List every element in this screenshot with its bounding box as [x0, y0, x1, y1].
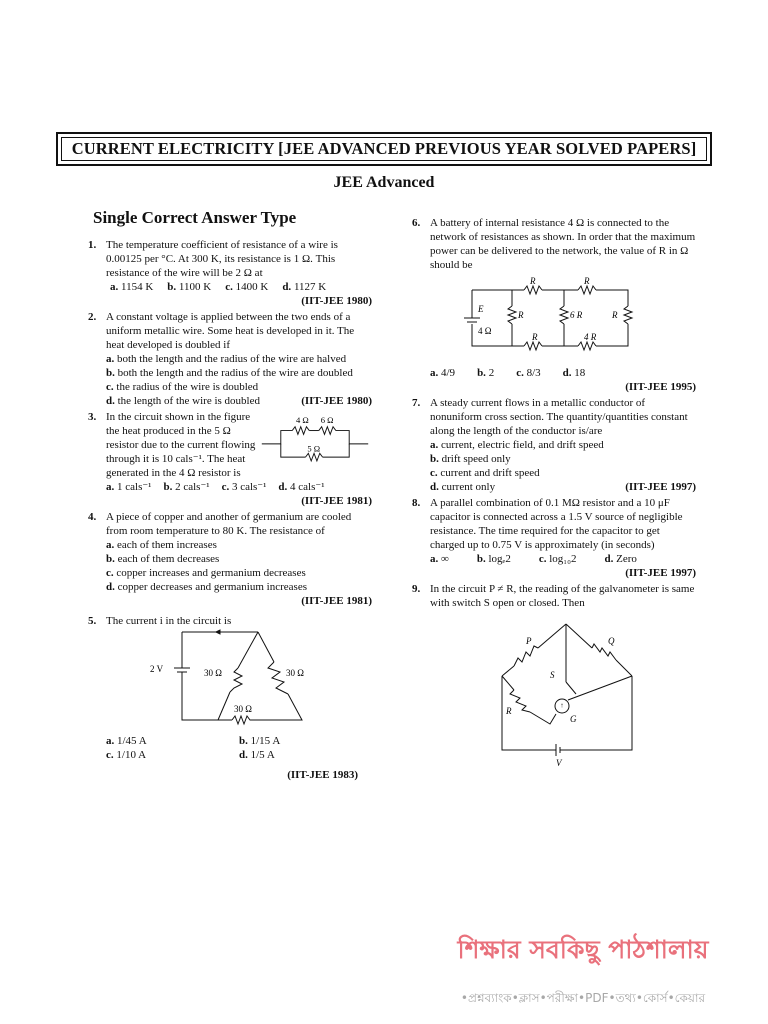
label-5-ohm: 5 Ω	[307, 443, 321, 454]
label-P: P	[526, 636, 532, 646]
label-Q: Q	[608, 636, 615, 646]
resistor-top-left-symbol	[524, 286, 542, 294]
section-title: Single Correct Answer Type	[93, 208, 297, 227]
option-a: a. 4/9	[430, 367, 456, 379]
option-d: d. 1/5 A	[239, 749, 275, 761]
source-tag: (IIT-JEE 1981)	[301, 595, 372, 607]
option-b: b. 2	[477, 367, 495, 379]
option-a: a. each of them increases	[106, 539, 217, 551]
question-3: 3. In the circuit shown in the figure the heat produced in the 5 Ω resistor due to the current flowing through it is 10 cals⁻¹. The heat generated in the 4 Ω resistor is 4 Ω 6 Ω 5 Ω a. 1 cals⁻¹ b. 2 cals⁻¹ c. 3 cals⁻¹ d. 4 cals⁻¹ (IIT-JEE 1981)	[88, 411, 372, 507]
option-a: a. 1154 K	[110, 281, 154, 293]
source-tag: (IIT-JEE 1997)	[625, 481, 696, 493]
question-text: The temperature coefficient of resistance of a wire is 0.00125 per °C. At 300 K, its resistance is 1 Ω. This resistance of the wire will be 2 Ω at	[106, 239, 338, 279]
label-R-top-right: R	[584, 276, 590, 286]
question-8: 8. A parallel combination of 0.1 MΩ resistor and a 10 μF capacitor is connected across a 1.5 V source of negligible resistance. The time required for the capacitor to get charged up to 0.75 V is approximately (in seconds) a. ∞ b. logₑ2 c. log₁₀2 d. Zero (IIT-JEE 1997)	[412, 497, 696, 579]
label-30-ohm-right: 30 Ω	[286, 668, 304, 678]
watermark-bengali: শিক্ষার সবকিছু পাঠশালায়	[457, 935, 709, 964]
resistor-5-ohm-symbol	[306, 453, 323, 461]
right-column	[412, 216, 696, 770]
label-R-top-left: R	[530, 276, 536, 286]
option-c: c. the radius of the wire is doubled	[106, 381, 259, 393]
question-5: 5. The current i in the circuit is 2 V 30 Ω 30 Ω 30 Ω a. 1/45 A b. 1/15 A c. 1/10 A d. 1/5 A (IIT-JEE 1983)	[88, 614, 372, 782]
option-b: b. drift speed only	[430, 453, 511, 465]
source-tag: (IIT-JEE 1995)	[625, 381, 696, 393]
option-d: d. copper decreases and germanium increases	[106, 581, 307, 593]
question-2: 2. A constant voltage is applied between the two ends of a uniform metallic wire. Some heat is developed in it. The heat developed is doubled if a. both the length and the radius of the wire are halved b. both the length and the radius of the wire are doubled c. the radius of the wire is doubled d. the length of the wire is doubled (IIT-JEE 1980)	[88, 311, 372, 407]
label-R-right: R	[612, 310, 618, 320]
option-b: b. 1/15 A	[239, 735, 281, 747]
resistor-6-ohm-symbol	[319, 427, 336, 435]
question-7: 7. A steady current flows in a metallic conductor of nonuniform cross section. The quantity/quantities constant along the length of the conductor is/are a. current, electric field, and drift speed b. drift speed only c. current and drift speed d. current only (IIT-JEE 1997)	[412, 397, 696, 493]
option-b: b. 2 cals⁻¹	[163, 481, 210, 493]
source-tag: (IIT-JEE 1981)	[301, 495, 372, 507]
resistor-left-symbol	[230, 668, 242, 692]
option-b: b. logₑ2	[476, 553, 511, 565]
battery-label: 2 V	[150, 664, 164, 674]
option-c: c. 8/3	[516, 367, 541, 379]
option-d: d. 18	[562, 367, 586, 379]
option-d: d. 4 cals⁻¹	[278, 481, 325, 493]
label-V: V	[556, 758, 562, 768]
resistor-bottom-R-symbol	[524, 342, 542, 350]
option-c: c. current and drift speed	[430, 467, 540, 479]
option-a: a. ∞	[430, 553, 449, 565]
option-c: c. copper increases and germanium decreases	[106, 567, 306, 579]
circuit-figure-q3	[258, 410, 372, 472]
label-R-bottom: R	[532, 332, 538, 342]
question-9: 9. In the circuit P ≠ R, the reading of the galvanometer is same with switch S open or closed. Then ↑ P Q R S G V	[412, 583, 695, 768]
source-tag: (IIT-JEE 1983)	[287, 769, 358, 781]
label-R-mid: R	[518, 310, 524, 320]
resistor-P-symbol	[514, 646, 538, 666]
exam-subtitle: JEE Advanced	[333, 174, 435, 191]
question-text: A piece of copper and another of germanium are cooled from room temperature to 80 K. The resistance of	[106, 511, 352, 537]
chapter-title: CURRENT ELECTRICITY [JEE ADVANCED PREVIOUS YEAR SOLVED PAPERS]	[71, 139, 697, 158]
circuit-figure-q6	[460, 276, 640, 362]
resistor-R-symbol	[510, 690, 530, 712]
label-4R: 4 R	[584, 332, 597, 342]
label-6R: 6 R	[570, 310, 583, 320]
resistor-bottom-symbol	[232, 716, 270, 724]
option-c: c. 1400 K	[225, 281, 269, 293]
question-text: A battery of internal resistance 4 Ω is connected to the network of resistances as shown. In order that the maximum power can be delivered to the network, the value of R in Ω should be	[430, 217, 696, 271]
label-4-ohm: 4 Ω	[296, 414, 309, 425]
option-a: a. both the length and the radius of the wire are halved	[106, 353, 347, 365]
option-a: a. 1/45 A	[106, 735, 147, 747]
options	[430, 552, 696, 566]
circuit-figure-q5	[146, 628, 326, 728]
switch-S-symbol	[566, 682, 576, 694]
option-b: b. both the length and the radius of the wire are doubled	[106, 367, 353, 379]
question-text: In the circuit P ≠ R, the reading of the galvanometer is same with switch S open or closed. Then	[430, 583, 695, 609]
option-c: c. log₁₀2	[538, 553, 577, 565]
options	[110, 280, 372, 294]
galvanometer-icon-label: ↑	[560, 701, 564, 710]
question-4: 4. A piece of copper and another of germanium are cooled from room temperature to 80 K. The resistance of a. each of them increases b. each of them decreases c. copper increases and germanium decreases d. copper decreases and germanium increases (IIT-JEE 1981)	[88, 511, 372, 607]
resistor-6R-symbol	[560, 306, 568, 324]
option-a: a. 1 cals⁻¹	[106, 481, 152, 493]
question-text: In the circuit shown in the figure the heat produced in the 5 Ω resistor due to the current flowing through it is 10 cals⁻¹. The heat generated in the 4 Ω resistor is	[106, 411, 256, 479]
label-30-ohm-bottom: 30 Ω	[234, 704, 252, 714]
question-1: 1. The temperature coefficient of resistance of a wire is 0.00125 per °C. At 300 K, its resistance is 1 Ω. This resistance of the wire will be 2 Ω at a. 1154 K b. 1100 K c. 1400 K d. 1127 K (IIT-JEE 1980)	[88, 239, 372, 307]
label-G: G	[570, 714, 577, 724]
options	[106, 734, 372, 762]
option-b: b. each of them decreases	[106, 553, 220, 565]
option-c: c. 1/10 A	[106, 749, 147, 761]
resistor-right-symbol	[268, 662, 288, 694]
wire	[262, 431, 292, 444]
resistor-top-right-symbol	[578, 286, 596, 294]
watermark-tagline: •প্রশ্নব্যাংক•ক্লাস•পরীক্ষা•PDF•তথ্য•কোর্স•কেয়ার	[460, 991, 706, 1005]
question-text: A parallel combination of 0.1 MΩ resistor and a 10 μF capacitor is connected across a 1.5 V source of negligible resistance. The time required for the capacitor to get charged up to 0.75 V is approximately (in seconds)	[430, 497, 683, 551]
left-column	[88, 238, 372, 784]
label-S: S	[550, 670, 555, 680]
option-c: c. 3 cals⁻¹	[221, 481, 267, 493]
option-d: d. 1127 K	[282, 281, 327, 293]
label-30-ohm-left: 30 Ω	[204, 668, 222, 678]
internal-resistance-label: 4 Ω	[478, 326, 492, 336]
label-6-ohm: 6 Ω	[320, 414, 334, 425]
option-d: d. current only	[430, 481, 496, 493]
option-a: a. current, electric field, and drift speed	[430, 439, 604, 451]
circuit-figure-q9	[486, 618, 656, 768]
emf-label: E	[478, 304, 484, 314]
options	[106, 480, 372, 494]
resistor-4R-symbol	[578, 342, 596, 350]
source-tag: (IIT-JEE 1997)	[625, 567, 696, 579]
question-6: 6. A battery of internal resistance 4 Ω is connected to the network of resistances as shown. In order that the maximum power can be delivered to the network, the value of R in Ω should be E 4 Ω R R R R 6 R 4 R R a. 4/9 b. 2 c. 8/3 d. 18 (IIT-JEE 1995)	[412, 217, 696, 393]
source-tag: (IIT-JEE 1980)	[301, 295, 372, 307]
resistor-4-ohm-symbol	[292, 427, 309, 435]
question-text: A constant voltage is applied between the two ends of a uniform metallic wire. Some heat is developed in it. The heat developed is doubled if	[106, 311, 355, 351]
question-text: A steady current flows in a metallic conductor of nonuniform cross section. The quantity/quantities constant along the length of the conductor is/are	[430, 397, 688, 437]
option-b: b. 1100 K	[167, 281, 212, 293]
chapter-banner	[56, 132, 712, 166]
current-arrow-icon	[216, 630, 220, 634]
resistor-right-symbol	[624, 306, 632, 324]
resistor-mid-left-symbol	[508, 306, 516, 324]
question-text: The current i in the circuit is	[106, 615, 232, 627]
options	[430, 366, 696, 380]
label-R: R	[506, 706, 512, 716]
option-d: d. Zero	[604, 553, 637, 565]
source-tag: (IIT-JEE 1980)	[301, 395, 372, 407]
option-d: d. the length of the wire is doubled	[106, 395, 260, 407]
resistor-Q-symbol	[592, 644, 616, 660]
